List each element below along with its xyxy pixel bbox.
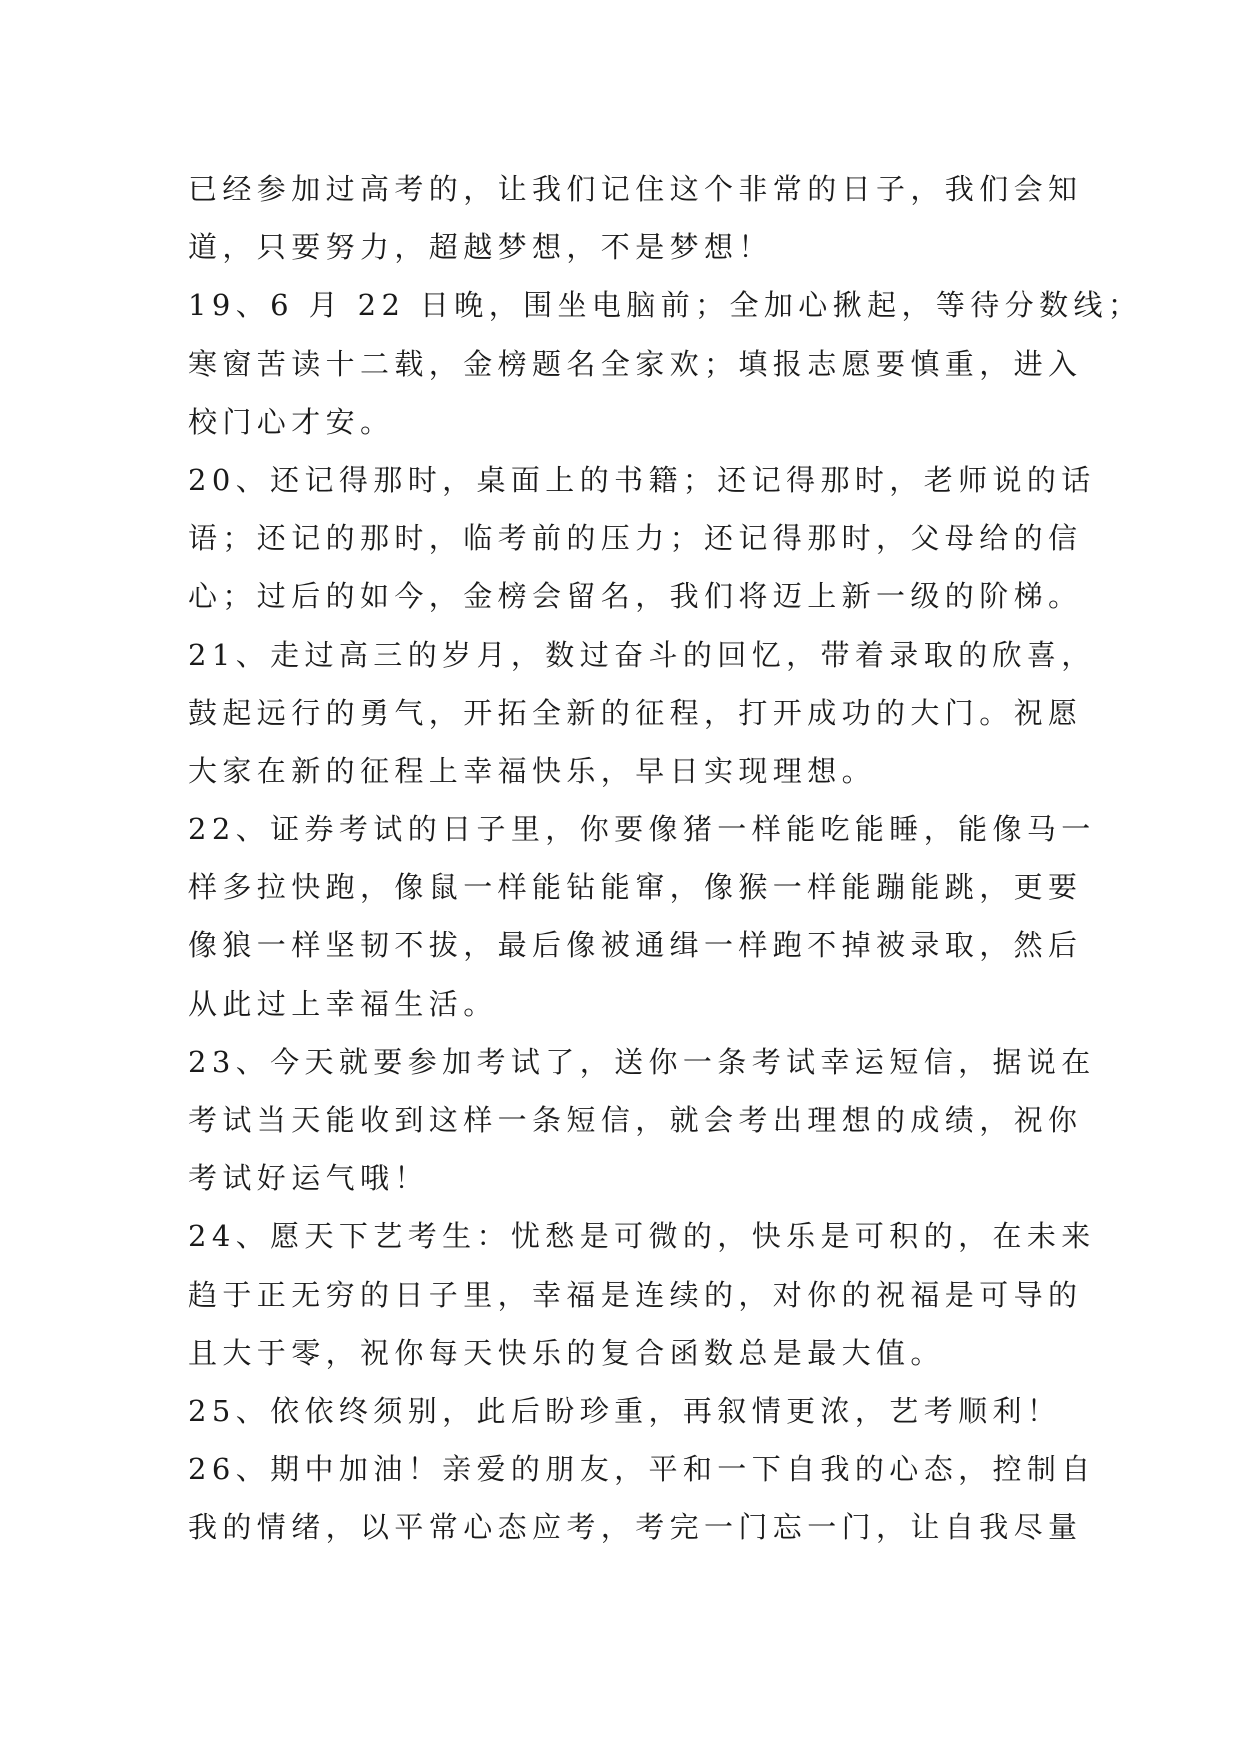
- text-line: 考试当天能收到这样一条短信，就会考出理想的成绩，祝你: [188, 1103, 1083, 1137]
- text-line: 趋于正无穷的日子里，幸福是连续的，对你的祝福是可导的: [188, 1277, 1083, 1312]
- text-line: 大家在新的征程上幸福快乐，早日实现理想。: [188, 753, 877, 788]
- text-line: 心；过后的如今，金榜会留名，我们将迈上新一级的阶梯。: [188, 579, 1083, 614]
- text-line: 19、6 月 22 日晚，围坐电脑前；全加心揪起，等待分数线；: [188, 288, 1143, 323]
- text-line: 鼓起远行的勇气，开拓全新的征程，打开成功的大门。祝愿: [188, 695, 1083, 730]
- text-line: 像狼一样坚韧不拔，最后像被通缉一样跑不掉被录取，然后: [188, 928, 1083, 963]
- text-line: 23、今天就要参加考试了，送你一条考试幸运短信，据说在: [188, 1044, 1096, 1079]
- text-line: 24、愿天下艺考生：忧愁是可微的，快乐是可积的，在未来: [188, 1219, 1096, 1254]
- text-line: 我的情绪，以平常心态应考，考完一门忘一门，让自我尽量: [188, 1510, 1083, 1545]
- text-line: 25、依依终须别，此后盼珍重，再叙情更浓，艺考顺利！: [188, 1393, 1062, 1428]
- text-line: 已经参加过高考的，让我们记住这个非常的日子，我们会知: [188, 172, 1083, 206]
- text-line: 寒窗苦读十二载，金榜题名全家欢；填报志愿要慎重，进入: [188, 346, 1083, 381]
- text-line: 道，只要努力，超越梦想，不是梦想！: [188, 230, 773, 265]
- text-line: 从此过上幸福生活。: [188, 986, 498, 1021]
- text-line: 考试好运气哦！: [188, 1161, 429, 1196]
- text-line: 21、走过高三的岁月，数过奋斗的回忆，带着录取的欣喜，: [188, 637, 1096, 672]
- text-line: 校门心才安。: [188, 404, 395, 439]
- text-line: 26、期中加油！亲爱的朋友，平和一下自我的心态，控制自: [188, 1452, 1096, 1487]
- text-line: 20、还记得那时，桌面上的书籍；还记得那时，老师说的话: [188, 462, 1096, 497]
- text-line: 语；还记的那时，临考前的压力；还记得那时，父母给的信: [188, 521, 1083, 556]
- text-line: 样多拉快跑，像鼠一样能钻能窜，像猴一样能蹦能跳，更要: [188, 870, 1083, 905]
- document-body: [188, 160, 1143, 1557]
- text-line: 且大于零，祝你每天快乐的复合函数总是最大值。: [188, 1335, 945, 1370]
- text-line: 22、证券考试的日子里，你要像猪一样能吃能睡，能像马一: [188, 812, 1096, 847]
